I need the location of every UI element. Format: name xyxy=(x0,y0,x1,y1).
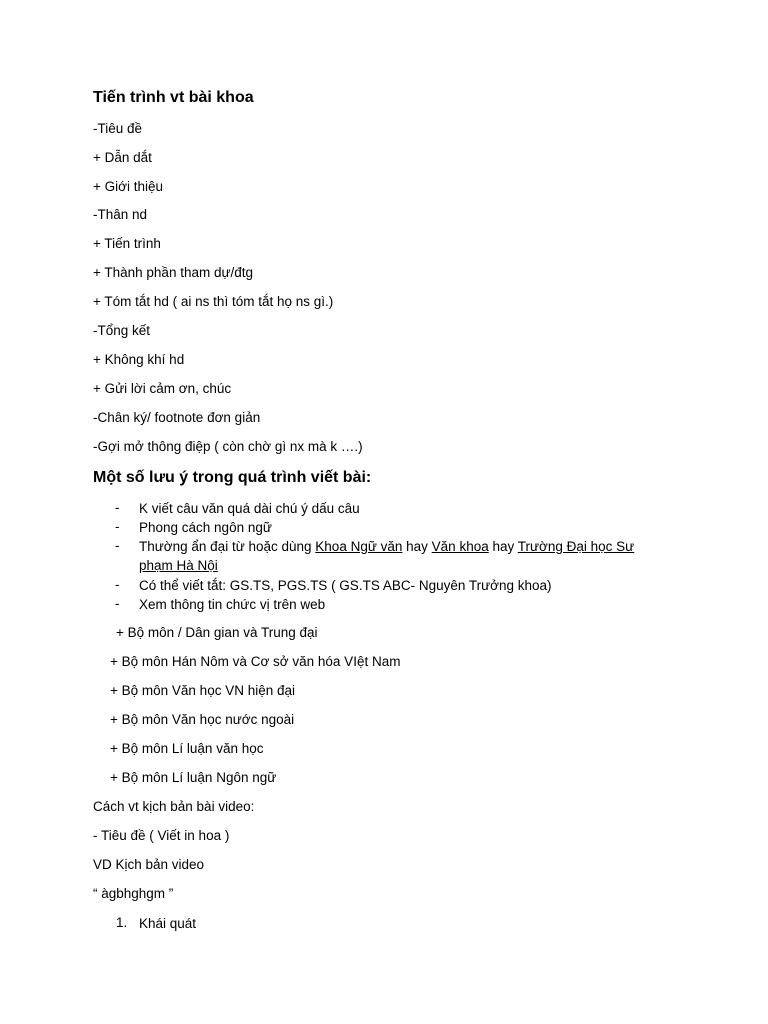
numbered-marker: 1. xyxy=(116,915,128,930)
video-line: “ àgbhghgm ” xyxy=(93,886,174,901)
note-item: Phong cách ngôn ngữ xyxy=(139,520,272,535)
department-line: + Bộ môn Văn học VN hiện đại xyxy=(110,683,295,698)
note-item-with-links xyxy=(139,537,659,575)
department-line: + Bộ môn Văn học nước ngoài xyxy=(110,712,295,727)
underlined-van-khoa: Văn khoa xyxy=(431,539,489,554)
outline-line: + Tiến trình xyxy=(93,236,161,251)
department-line: + Bộ môn Hán Nôm và Cơ sở văn hóa VIệt Nam xyxy=(110,654,401,669)
video-heading: Cách vt kịch bản bài video: xyxy=(93,799,255,814)
bullet-marker: - xyxy=(115,500,120,515)
note-text: hay xyxy=(402,539,432,554)
numbered-item: Khái quát xyxy=(139,916,197,931)
outline-line: + Thành phần tham dự/đtg xyxy=(93,265,254,280)
note-text: hay xyxy=(488,539,518,554)
note-item: K viết câu văn quá dài chú ý dấu câu xyxy=(139,501,360,516)
bullet-marker: - xyxy=(115,577,120,592)
outline-line: -Tiêu đề xyxy=(93,121,143,136)
bullet-marker: - xyxy=(115,519,120,534)
department-line: + Bộ môn Lí luận văn học xyxy=(110,741,264,756)
note-item: Xem thông tin chức vị trên web xyxy=(139,597,326,612)
note-text: Thường ẩn đại từ hoặc dùng xyxy=(139,539,316,554)
outline-line: -Gợi mở thông điệp ( còn chờ gì nx mà k ….) xyxy=(93,439,363,454)
department-line: + Bộ môn Lí luận Ngôn ngữ xyxy=(110,770,277,785)
underlined-khoa-ngu-van: Khoa Ngữ văn xyxy=(315,539,403,554)
outline-line: + Tóm tắt hd ( ai ns thì tóm tắt họ ns gì.) xyxy=(93,294,334,309)
outline-line: -Chân ký/ footnote đơn giản xyxy=(93,410,261,425)
notes-heading: Một số lưu ý trong quá trình viết bài: xyxy=(93,469,372,486)
bullet-marker: - xyxy=(115,596,120,611)
bullet-marker: - xyxy=(115,538,120,553)
document-title: Tiến trình vt bài khoa xyxy=(93,89,254,106)
outline-line: + Gửi lời cảm ơn, chúc xyxy=(93,381,232,396)
underlined-truong-dhsp: Trường Đại học Sư phạm Hà Nội xyxy=(139,539,635,573)
outline-line: + Dẫn dắt xyxy=(93,150,152,165)
video-line: - Tiêu đề ( Viết in hoa ) xyxy=(93,828,230,843)
note-item: Có thể viết tắt: GS.TS, PGS.TS ( GS.TS ABC- Nguyên Trưởng khoa) xyxy=(139,578,552,593)
outline-line: -Tổng kết xyxy=(93,323,151,338)
video-line: VD Kịch bản video xyxy=(93,857,205,872)
outline-line: + Không khí hd xyxy=(93,352,185,367)
outline-line: + Giới thiệu xyxy=(93,179,164,194)
outline-line: -Thân nd xyxy=(93,207,148,222)
department-line: + Bộ môn / Dân gian và Trung đại xyxy=(116,625,318,640)
